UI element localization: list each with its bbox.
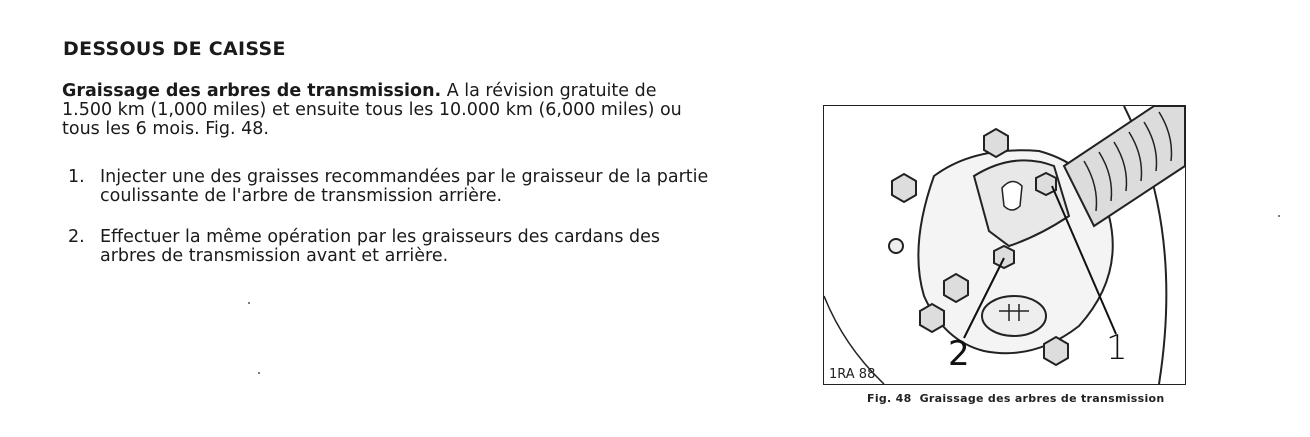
- section-title: DESSOUS DE CAISSE: [63, 38, 286, 60]
- print-speck: [1278, 215, 1280, 217]
- step-number: 2.: [68, 227, 85, 247]
- print-speck: [258, 372, 260, 374]
- step-text: Injecter une des graisses recommandées par le graisseur de la partie coulissante de l'arbre de transmission arrière.: [100, 167, 709, 206]
- step-item-2: [62, 228, 712, 266]
- transmission-drawing: [824, 106, 1185, 384]
- intro-bold-lead: Graissage des arbres de transmission.: [62, 81, 442, 101]
- step-item-1: [62, 168, 712, 206]
- print-speck: [248, 302, 250, 304]
- figure-caption: [867, 392, 1165, 405]
- caption-text: Graissage des arbres de transmission: [919, 392, 1165, 405]
- figure-48-illustration: [823, 105, 1186, 385]
- figure-code: 1RA 88: [829, 367, 876, 382]
- step-text: Effectuer la même opération par les graisseurs des cardans des arbres de transmission avant et arrière.: [100, 227, 661, 266]
- callout-2: 2: [948, 334, 970, 374]
- callout-1: 1: [1106, 328, 1128, 368]
- intro-text: A la révision gratuite de 1.500 km (1,000 miles) et ensuite tous les 10.000 km (6,000 miles) ou tous les 6 mois. Fig. 48.: [62, 81, 682, 139]
- caption-number: Fig. 48: [867, 392, 912, 405]
- intro-paragraph: [62, 82, 712, 139]
- step-number: 1.: [68, 167, 85, 187]
